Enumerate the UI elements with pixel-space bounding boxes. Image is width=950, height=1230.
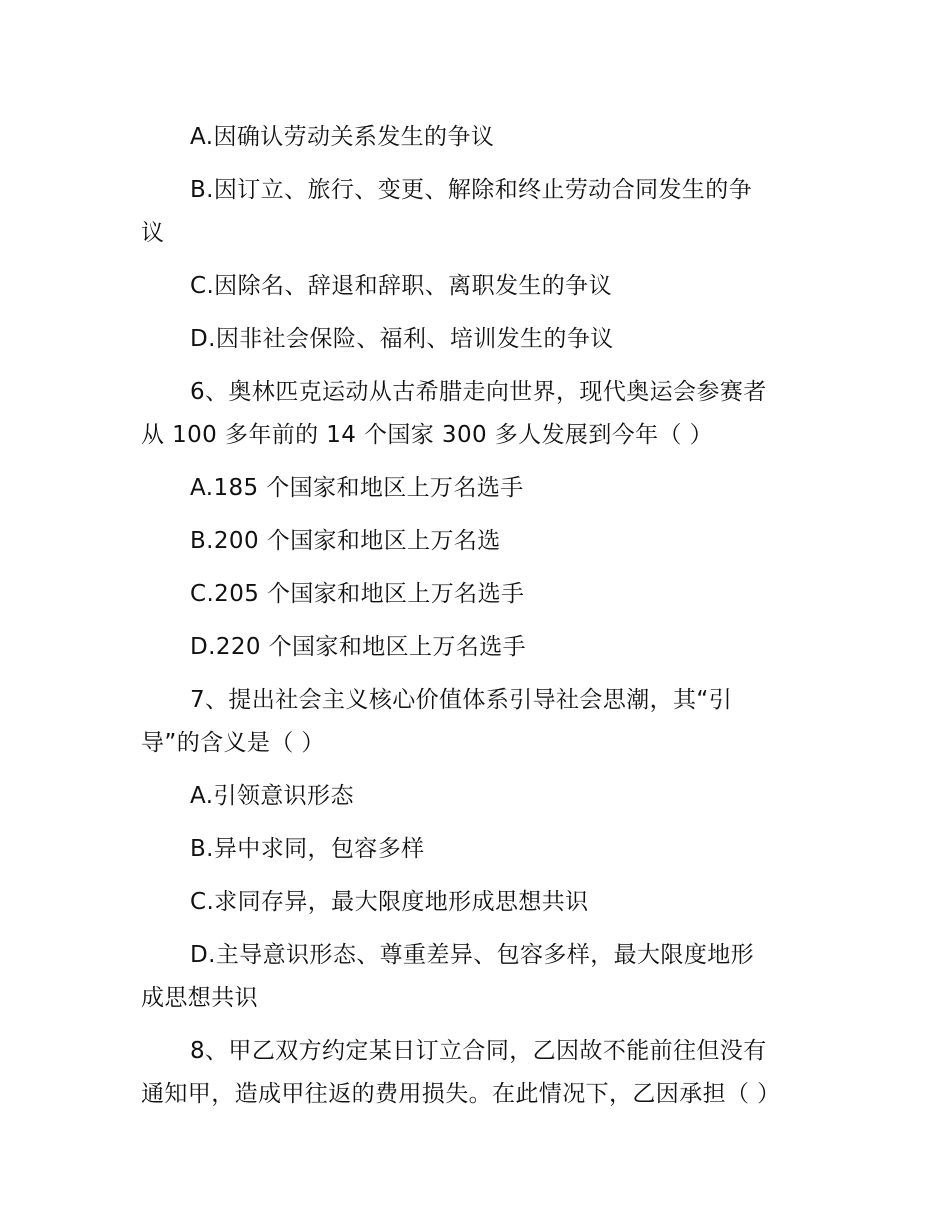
q6-stem-line2: 从 100 多年前的 14 个国家 300 多人发展到今年（ ）: [141, 422, 714, 448]
q8-stem-line1: 8、甲乙双方约定某日订立合同，乙因故不能前往但没有: [190, 1038, 767, 1064]
q7-option-d-line2: 成思想共识: [141, 985, 258, 1011]
q6-option-a: A.185 个国家和地区上万名选手: [190, 475, 524, 501]
q5-option-d: D.因非社会保险、福利、培训发生的争议: [190, 326, 614, 352]
q5-option-b-line2: 议: [141, 220, 165, 246]
q7-option-b: B.异中求同，包容多样: [190, 836, 425, 862]
q7-stem: [141, 679, 811, 765]
q7-option-d-line1: D.主导意识形态、尊重差异、包容多样，最大限度地形: [190, 942, 755, 968]
q8-stem-line2: 通知甲，造成甲往返的费用损失。在此情况下，乙因承担（ ）: [141, 1081, 781, 1107]
q7-option-a: A.引领意识形态: [190, 783, 354, 809]
q5-option-b: [141, 169, 811, 255]
q6-stem-line1: 6、奥林匹克运动从古希腊走向世界，现代奥运会参赛者: [190, 379, 767, 405]
q6-stem: [141, 371, 811, 457]
q7-stem-line2: 导”的含义是（ ）: [141, 730, 325, 756]
q6-option-c: C.205 个国家和地区上万名选手: [190, 581, 525, 607]
q8-stem: [141, 1030, 811, 1116]
q7-option-d: [141, 934, 811, 1020]
q6-option-b: B.200 个国家和地区上万名选: [190, 528, 501, 554]
q7-stem-line1: 7、提出社会主义核心价值体系引导社会思潮，其“引: [190, 687, 733, 713]
q6-option-d: D.220 个国家和地区上万名选手: [190, 634, 527, 660]
q7-option-c: C.求同存异，最大限度地形成思想共识: [190, 889, 589, 915]
q5-option-c: C.因除名、辞退和辞职、离职发生的争议: [190, 273, 612, 299]
q5-option-a: A.因确认劳动关系发生的争议: [190, 124, 495, 150]
q5-option-b-line1: B.因订立、旅行、变更、解除和终止劳动合同发生的争: [190, 177, 753, 203]
